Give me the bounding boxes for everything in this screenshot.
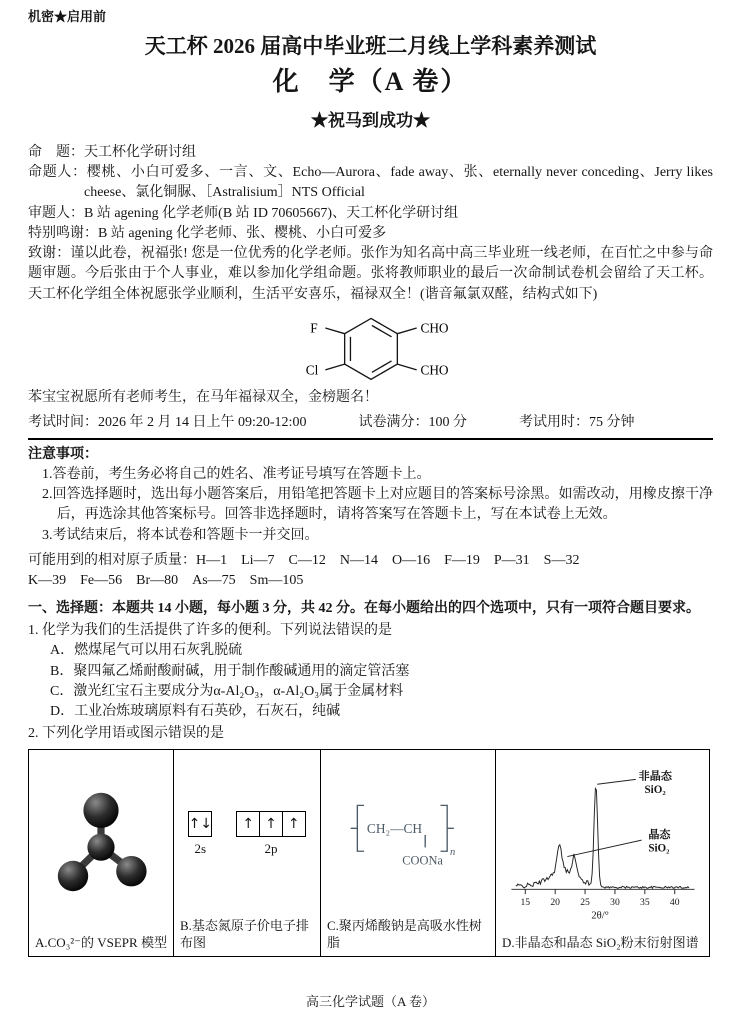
q2-cell-a	[29, 749, 174, 956]
xrd-tick-30: 30	[609, 896, 620, 908]
atomic-masses-line-1: 可能用到的相对原子质量：H—1 Li—7 C—12 N—14 O—16 F—19 P—31 S—32	[28, 553, 580, 569]
note-item-3: 3.考试结束后，将本试卷和答题卡一并交回。	[42, 527, 319, 543]
vsepr-model-svg	[41, 780, 161, 908]
fluorine-label: F	[309, 320, 318, 336]
meta-reviewers: 审题人：B 站 agening 化学老师(B 站 ID 70605667)、天工杯化学研讨组	[28, 205, 459, 221]
orbital-label-2s: 2s	[194, 841, 207, 857]
meta-dedication: 致谢：谨以此卷，祝福张! 您是一位优秀的化学老师。张作为知名高中高三毕业班一线老师，在百忙之中参与命题审题。今后张由于个人事业，难以参加化学组命题。张将教师职业的最后一次命制试卷机会留给了天工杯。天工杯化学组全体祝愿张学业顺利，生活平安喜乐，福禄双全！(谐音氟氯双醛，结构式如下)	[28, 246, 713, 302]
q2-cell-c	[321, 749, 496, 956]
question-1-option-b: B．聚四氟乙烯耐酸耐碱，用于制作酸碱通用的滴定管活塞	[50, 663, 410, 679]
xrd-tick-25: 25	[579, 896, 590, 908]
polymer-formula-image	[327, 754, 489, 917]
exam-full-score: 试卷满分：100 分	[358, 415, 467, 431]
section-1-heading: 一、选择题：本题共 14 小题，每小题 3 分，共 42 分。在每小题给出的四个选项中，只有一项符合题目要求。	[28, 600, 700, 616]
cho-top-label: CHO	[419, 320, 449, 336]
q2-caption-a: A.CO₃²⁻的 VSEPR 模型	[35, 935, 167, 951]
xrd-tick-15: 15	[519, 896, 530, 908]
meta-setter: 命 题：天工杯化学研讨组	[28, 144, 196, 160]
cho-bottom-label: CHO	[419, 362, 449, 378]
exam-info-row	[28, 413, 713, 433]
note-item-2: 2.回答选择题时，选出每小题答案后，用铅笔把答题卡上对应题目的答案标号涂黑。如需改动，用橡皮擦干净后，再选涂其他答案标号。回答非选择题时，请将答案写在答题卡上，写在本试卷上无效。	[42, 487, 713, 523]
q2-caption-c: C.聚丙烯酸钠是高吸水性树脂	[327, 917, 482, 951]
xrd-xaxis-label: 2θ/°	[590, 910, 609, 922]
orbital-diagram	[180, 754, 314, 917]
exam-time: 考试时间：2026 年 2 月 14 日上午 09:20-12:00	[28, 415, 307, 431]
header-divider	[28, 438, 713, 440]
question-1-option-c: C．激光红宝石主要成分为α-Al₂O₃，α-Al₂O₃属于金属材料	[50, 683, 404, 699]
xrd-label-amorphous-line1: 非晶态	[638, 770, 672, 783]
q2-caption-b: B.基态氮原子价电子排布图	[180, 917, 309, 951]
exam-title: 天工杯 2026 届高中毕业班二月线上学科素养测试	[144, 33, 597, 58]
question-1-stem: 1. 化学为我们的生活提供了许多的便利。下列说法错误的是	[28, 622, 392, 638]
orbital-box-2p-3: ↑	[282, 811, 306, 837]
q2-option-table	[28, 749, 710, 957]
notes-block	[28, 445, 713, 546]
chlorine-label: Cl	[305, 362, 318, 378]
xrd-pattern-image	[502, 754, 703, 934]
page-footer: 高三化学试题（A 卷）	[306, 994, 435, 1010]
classification-label: 机密★启用前	[28, 9, 107, 24]
wish-line: 苯宝宝祝愿所有老师考生，在马年福禄双全，金榜题名！	[28, 389, 378, 405]
subject-title: 化 学（A 卷）	[272, 67, 469, 97]
exam-duration: 考试用时：75 分钟	[518, 415, 635, 431]
meta-block	[28, 143, 713, 305]
vsepr-model-image	[35, 754, 167, 934]
meta-thanks: 特别鸣谢：B 站 agening 化学老师、张、樱桃、小白可爱多	[28, 225, 387, 241]
polymer-chain-text: CH₂—CH	[366, 821, 423, 837]
question-2-stem: 2. 下列化学用语或图示错误的是	[28, 726, 224, 742]
q2-cell-d	[496, 749, 710, 956]
blessing-line: ★祝马到成功★	[311, 110, 430, 130]
notes-title: 注意事项：	[28, 446, 98, 462]
orbital-box-2s: ↑↓	[188, 811, 212, 837]
atomic-masses-line-2: K—39 Fe—56 Br—80 As—75 Sm—105	[28, 573, 304, 589]
xrd-tick-35: 35	[639, 896, 650, 908]
orbital-label-2p: 2p	[264, 841, 278, 857]
meta-authors: 命题人：樱桃、小白可爱多、一言、文、Echo—Aurora、fade away、张、eternally never conceding、Jerry likes cheese、氯化铜脲、［Astralisium］NTS Official	[28, 164, 713, 201]
xrd-label-crystalline-line2: SiO₂	[647, 842, 670, 855]
question-1-option-d: D．工业冶炼玻璃原料有石英砂，石灰石，纯碱	[50, 704, 341, 720]
benzene-structure-svg	[241, 308, 501, 386]
xrd-label-crystalline-line1: 晶态	[647, 829, 670, 842]
polymer-subscript-n: n	[450, 847, 456, 859]
orbital-box-2p-1: ↑	[236, 811, 260, 837]
orbital-box-2p-2: ↑	[259, 811, 283, 837]
q2-caption-d: D.非晶态和晶态 SiO₂粉末衍射图谱	[502, 935, 699, 951]
xrd-pattern-svg	[503, 763, 703, 925]
note-item-1: 1.答卷前，考生务必将自己的姓名、准考证号填写在答题卡上。	[42, 466, 431, 482]
molecule-figure	[28, 308, 713, 386]
xrd-label-amorphous-line2: SiO₂	[643, 783, 666, 796]
question-1-option-a: A．燃煤尾气可以用石灰乳脱硫	[50, 643, 243, 659]
q2-cell-b	[174, 749, 321, 956]
polymer-pendant-text: COONa	[402, 853, 443, 868]
polymer-formula-svg	[338, 792, 478, 878]
xrd-tick-20: 20	[549, 896, 560, 908]
xrd-tick-40: 40	[669, 896, 680, 908]
